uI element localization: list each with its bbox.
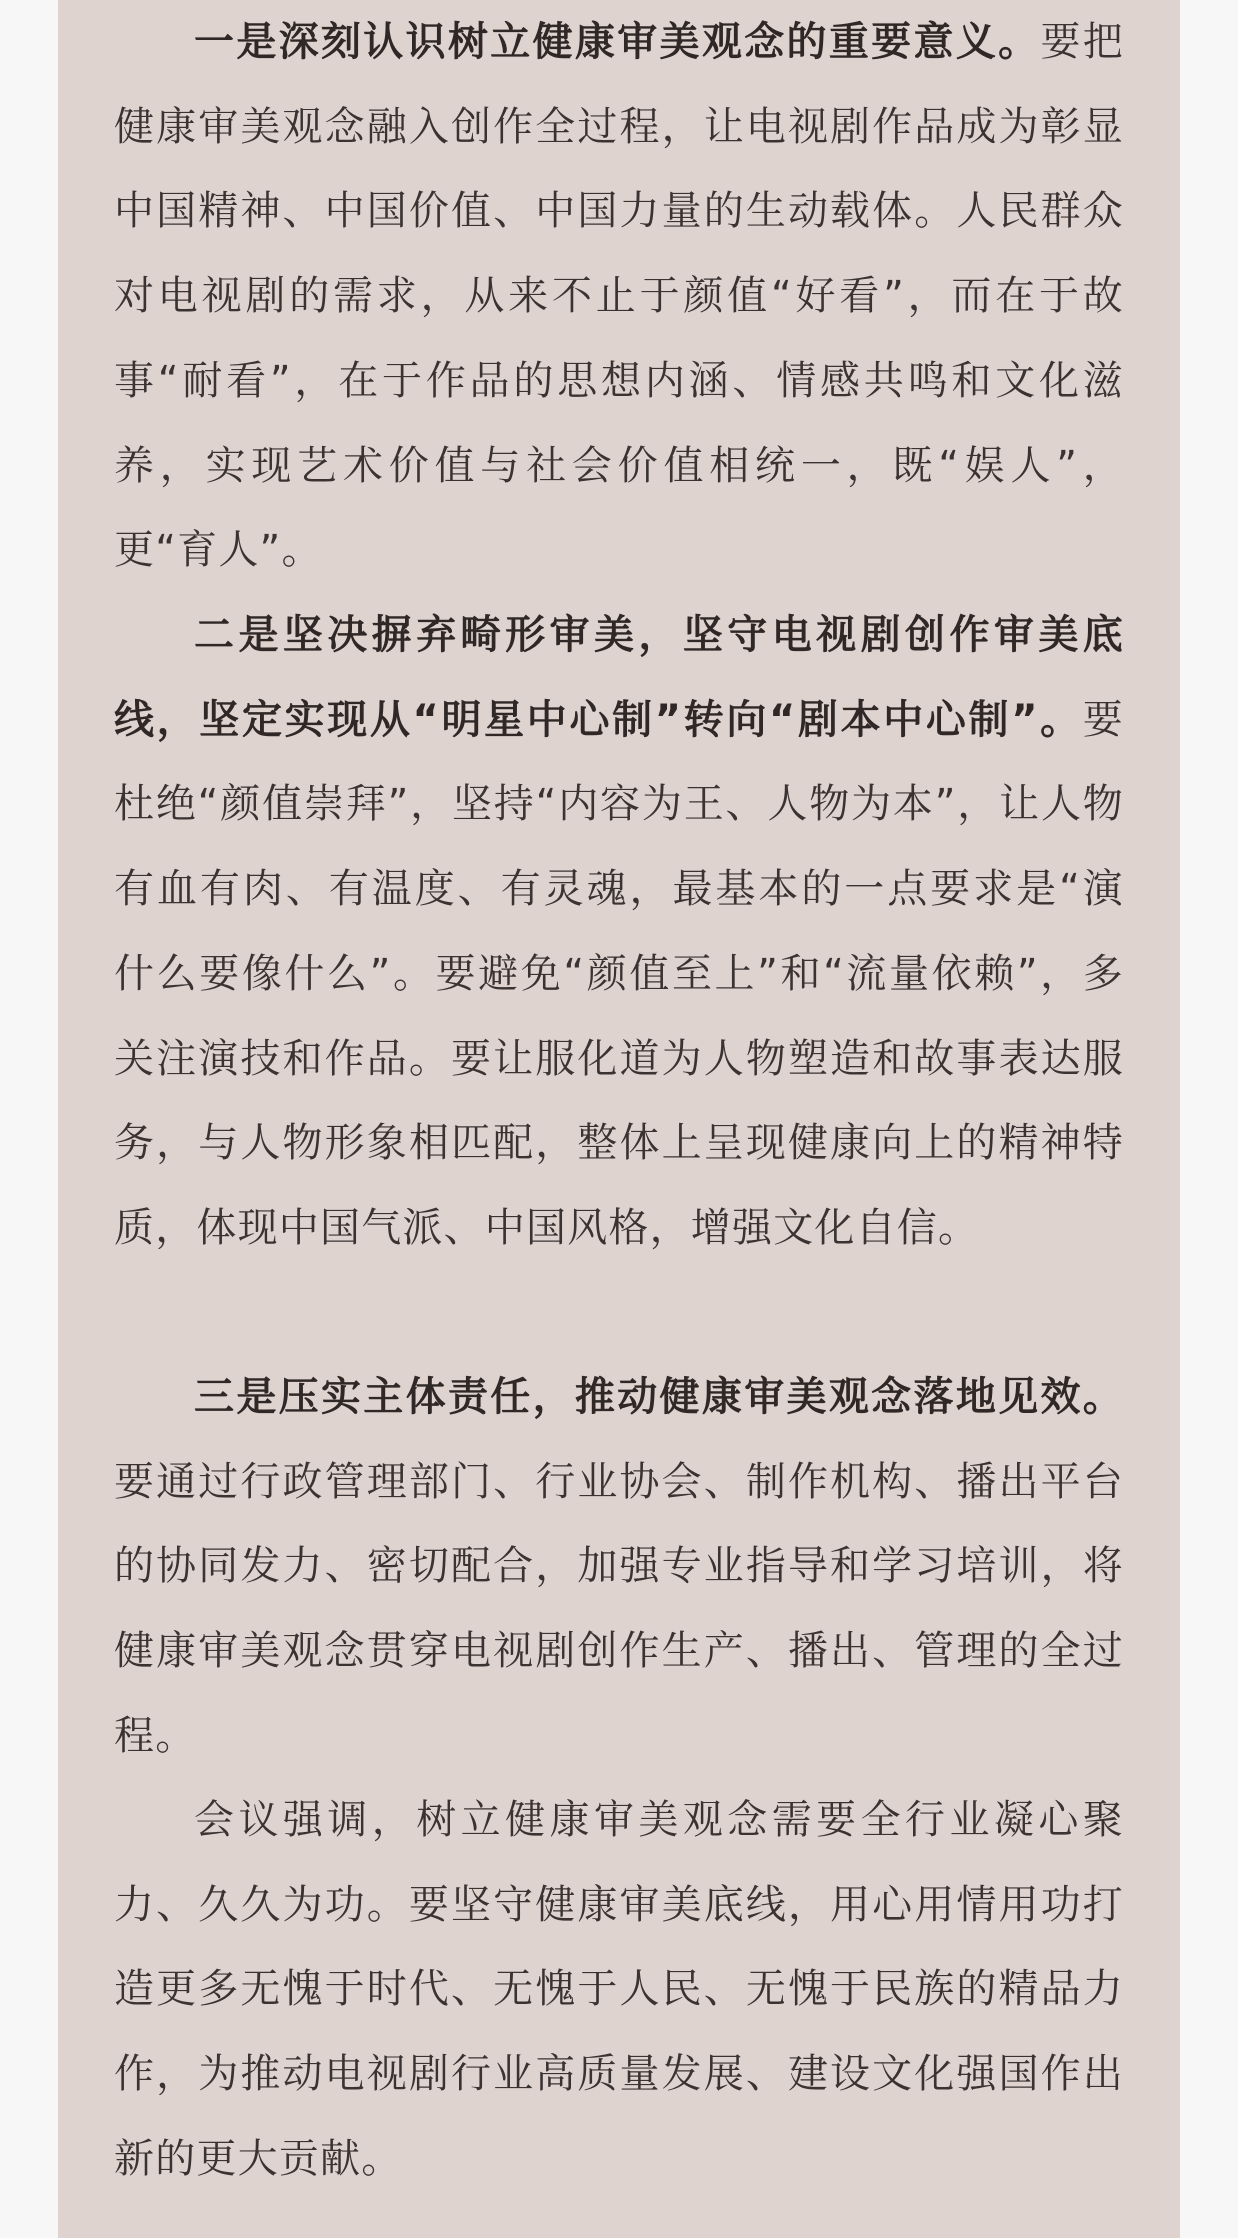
paragraph-4 <box>114 1778 1124 2202</box>
paragraph-3 <box>114 1355 1124 1779</box>
paragraph-1 <box>114 0 1124 593</box>
paragraph-2-lead: 二是坚决摒弃畸形审美，坚守电视剧创作审美底线，坚定实现从“明星中心制”转向“剧本中心制”。 <box>114 612 1124 743</box>
paragraph-1-lead: 一是深刻认识树立健康审美观念的重要意义。 <box>194 19 1041 65</box>
paragraph-2-text: 要杜绝“颜值崇拜”，坚持“内容为王、人物为本”，让人物有血有肉、有温度、有灵魂，最基本的一点要求是“演什么要像什么”。要避免“颜值至上”和“流量依赖”，多关注演技和作品。要让服化道为人物塑造和故事表达服务，与人物形象相匹配，整体上呈现健康向上的精神特质，体现中国气派、中国风格，增强文化自信。 <box>114 696 1124 1251</box>
paragraph-1-text: 要把健康审美观念融入创作全过程，让电视剧作品成为彰显中国精神、中国价值、中国力量的生动载体。人民群众对电视剧的需求，从来不止于颜值“好看”，而在于故事“耐看”，在于作品的思想内涵、情感共鸣和文化滋养，实现艺术价值与社会价值相统一，既“娱人”，更“育人”。 <box>114 19 1125 574</box>
paragraph-3-text: 要通过行政管理部门、行业协会、制作机构、播出平台的协同发力、密切配合，加强专业指导和学习培训，将健康审美观念贯穿电视剧创作生产、播出、管理的全过程。 <box>114 1458 1124 1759</box>
paragraph-3-lead: 三是压实主体责任，推动健康审美观念落地见效。 <box>194 1374 1124 1420</box>
paragraph-2 <box>114 593 1124 1271</box>
paragraph-4-text: 会议强调，树立健康审美观念需要全行业凝心聚力、久久为功。要坚守健康审美底线，用心用情用功打造更多无愧于时代、无愧于人民、无愧于民族的精品力作，为推动电视剧行业高质量发展、建设文化强国作出新的更大贡献。 <box>114 1797 1124 2182</box>
